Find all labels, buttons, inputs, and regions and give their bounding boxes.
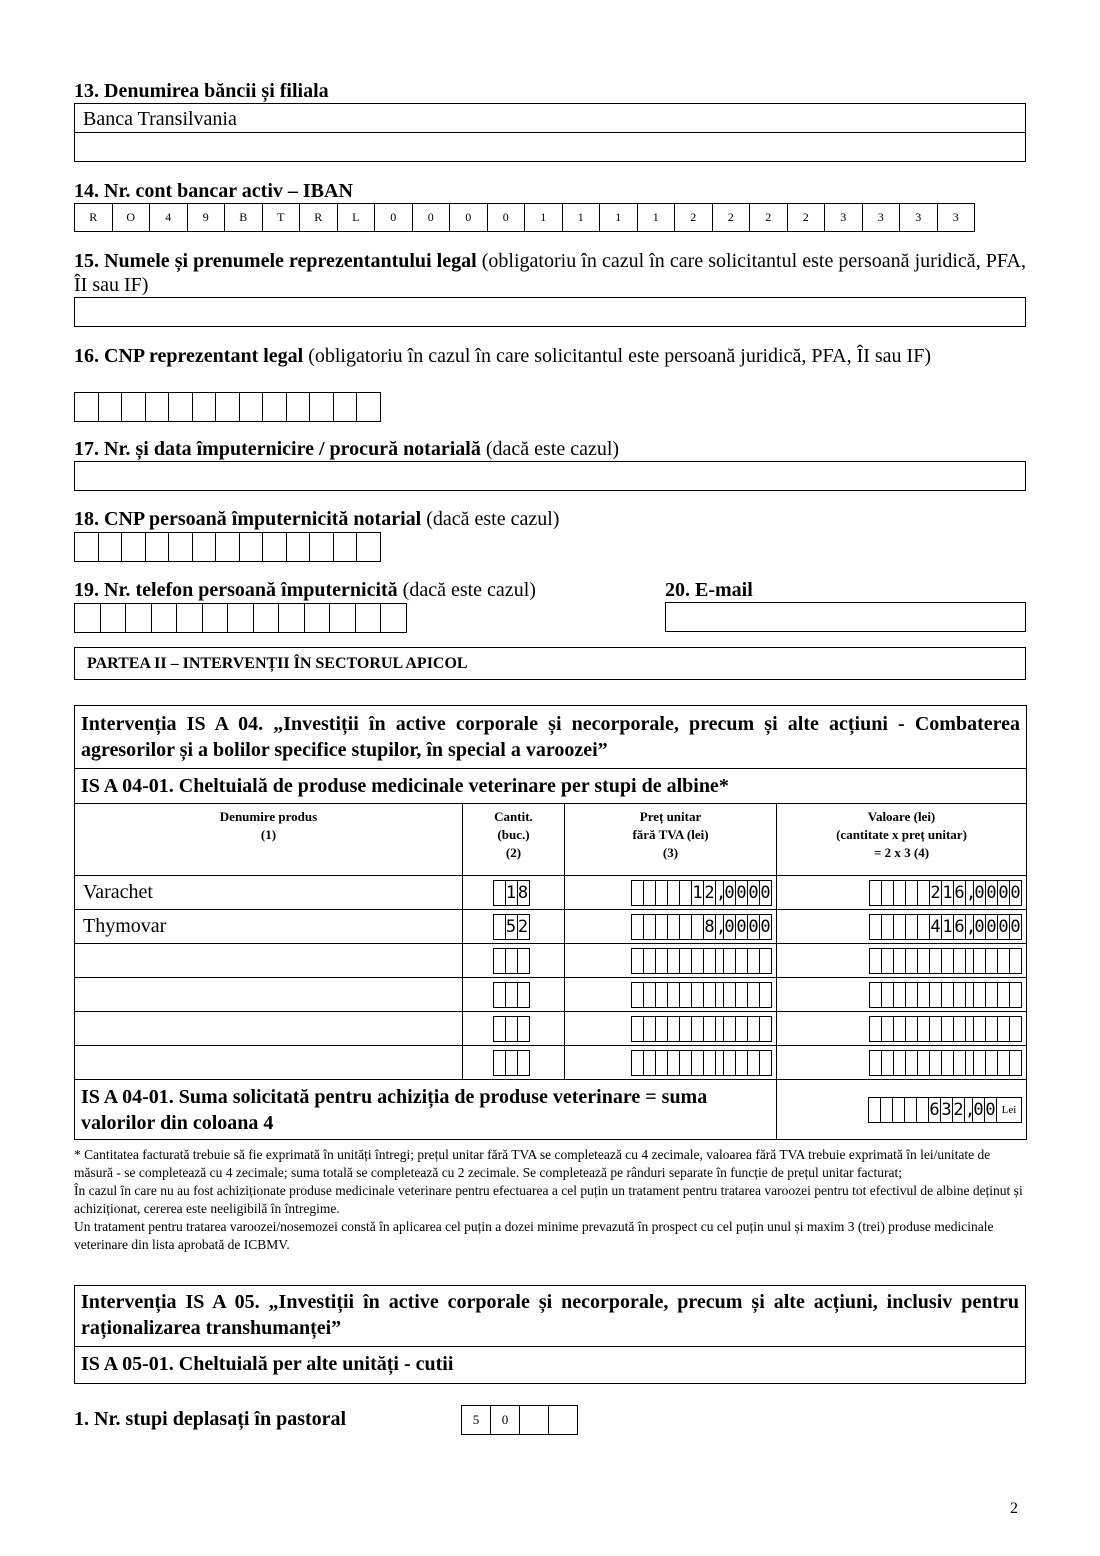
char-cell[interactable]: 2	[712, 203, 751, 232]
authorized-cnp-field[interactable]	[74, 532, 381, 562]
char-cell[interactable]: 2	[787, 203, 826, 232]
char-cell[interactable]	[333, 532, 358, 562]
qty-field[interactable]	[463, 945, 564, 977]
col-header-unit-price: Preț unitar fără TVA (lei) (3)	[565, 804, 777, 876]
char-cell[interactable]	[74, 392, 99, 422]
char-cell[interactable]	[355, 603, 382, 633]
email-field[interactable]	[665, 602, 1026, 632]
char-cell[interactable]: 1	[637, 203, 676, 232]
char-cell[interactable]	[151, 603, 178, 633]
char-cell[interactable]	[192, 392, 217, 422]
col-header-value: Valoare (lei) (cantitate x preț unitar) = 2 x 3 (4)	[777, 804, 1027, 876]
unit-price-cell	[565, 910, 777, 944]
product-name-cell[interactable]: Thymovar	[75, 910, 463, 944]
table-row	[75, 876, 1027, 910]
digit-cell[interactable]: 1	[941, 914, 954, 940]
digit-cell[interactable]	[517, 982, 530, 1008]
digit-cell[interactable]: 0	[759, 914, 772, 940]
unit-price-field[interactable]	[565, 979, 776, 1011]
table-row	[75, 910, 1027, 944]
hives-moved-field[interactable]	[461, 1405, 578, 1435]
digit-cell[interactable]	[953, 1016, 966, 1042]
isa04-subtitle: IS A 04-01. Cheltuială de produse medicinale veterinare per stupi de albine*	[75, 769, 1027, 804]
char-cell[interactable]: 0	[487, 203, 526, 232]
value-cell	[777, 876, 1027, 910]
power-of-attorney-label: 17. Nr. și data împuternicire / procură notarială (dacă este cazul)	[74, 438, 620, 460]
table-row	[75, 1012, 1027, 1046]
digit-cell[interactable]: 0	[973, 880, 986, 906]
char-cell[interactable]: 1	[599, 203, 638, 232]
hives-moved-label: 1. Nr. stupi deplasați în pastoral	[74, 1408, 347, 1430]
decimal-separator: ,	[965, 1097, 973, 1123]
isa04-title: Intervenția IS A 04. „Investiții în active corporale și necorporale, precum și alte acțiuni - Combaterea agresorilor și a bolilor specifice stupilor, în special a varoozei”	[75, 706, 1027, 769]
digit-cell[interactable]	[759, 982, 772, 1008]
char-cell[interactable]	[304, 603, 331, 633]
digit-cell[interactable]: 0	[723, 914, 736, 940]
digit-cell[interactable]	[1009, 982, 1022, 1008]
product-name-cell[interactable]	[75, 1012, 463, 1046]
decimal-separator: ,	[966, 914, 974, 940]
digit-cell[interactable]	[1009, 1050, 1022, 1076]
page-number: 2	[1010, 1500, 1018, 1517]
qty-cell	[463, 910, 565, 944]
digit-cell[interactable]	[703, 948, 716, 974]
char-cell[interactable]	[239, 392, 264, 422]
part2-title: PARTEA II – INTERVENȚII ÎN SECTORUL APICOL	[87, 655, 468, 672]
char-cell[interactable]: 5	[461, 1405, 491, 1435]
char-cell[interactable]	[74, 532, 99, 562]
value-cell	[777, 1012, 1027, 1046]
value-cell	[777, 978, 1027, 1012]
qty-cell	[463, 978, 565, 1012]
digit-cell[interactable]: 8	[703, 914, 716, 940]
digit-cell[interactable]: 6	[953, 880, 966, 906]
isa04-sum-cell	[777, 1080, 1027, 1140]
qty-field[interactable]	[463, 911, 564, 943]
qty-field[interactable]	[463, 877, 564, 909]
isa04-section	[74, 705, 1027, 1140]
char-cell[interactable]: 3	[937, 203, 976, 232]
digit-cell[interactable]: 0	[1009, 914, 1022, 940]
digit-cell[interactable]	[703, 982, 716, 1008]
digit-cell[interactable]: 0	[735, 880, 748, 906]
char-cell[interactable]: 4	[149, 203, 188, 232]
unit-price-cell	[565, 944, 777, 978]
digit-cell[interactable]: 0	[973, 914, 986, 940]
char-cell[interactable]: 0	[490, 1405, 520, 1435]
value-cell	[777, 910, 1027, 944]
digit-cell[interactable]: 4	[929, 914, 942, 940]
value-field[interactable]	[777, 1047, 1026, 1079]
qty-cell	[463, 876, 565, 910]
char-cell[interactable]	[278, 603, 305, 633]
char-cell[interactable]	[262, 392, 287, 422]
digit-cell[interactable]: 0	[747, 880, 760, 906]
product-name-cell[interactable]	[75, 944, 463, 978]
qty-field[interactable]	[463, 1047, 564, 1079]
unit-price-field[interactable]	[565, 945, 776, 977]
char-cell[interactable]	[253, 603, 280, 633]
char-cell[interactable]: T	[262, 203, 301, 232]
char-cell[interactable]: 3	[899, 203, 938, 232]
isa05-box	[74, 1285, 1026, 1384]
digit-cell[interactable]: 0	[984, 1097, 997, 1123]
iban-field[interactable]	[74, 203, 975, 232]
char-cell[interactable]: R	[299, 203, 338, 232]
email-label: 20. E-mail	[665, 579, 753, 601]
char-cell[interactable]: R	[74, 203, 113, 232]
digit-cell[interactable]	[703, 1016, 716, 1042]
char-cell[interactable]	[309, 532, 334, 562]
authorized-phone-field[interactable]	[74, 603, 407, 633]
footnote-1: * Cantitatea facturată trebuie să fie exprimată în unități întregi; prețul unitar fără TVA se completează cu 4 zecimale, valoarea fără TVA trebuie exprimată în lei/unitate de măsură - se completează cu 4 zecimale; suma totală se completează cu 2 zecimale. Se completează pe rânduri separate în funcție de prețul unitar facturat;	[74, 1147, 991, 1180]
digit-cell[interactable]	[759, 1050, 772, 1076]
digit-cell[interactable]	[517, 948, 530, 974]
unit-price-cell	[565, 978, 777, 1012]
legal-rep-name-label: 15. Numele și prenumele reprezentantului legal (obligatoriu în cazul în care solicitantul este persoană juridică, PFA, ÎI sau IF)	[74, 250, 1026, 296]
char-cell[interactable]	[309, 392, 334, 422]
digit-cell[interactable]: 0	[723, 880, 736, 906]
value-cell	[777, 944, 1027, 978]
digit-cell[interactable]: 2	[929, 880, 942, 906]
char-cell[interactable]: 3	[824, 203, 863, 232]
product-name-cell[interactable]: Varachet	[75, 876, 463, 910]
qty-cell	[463, 1012, 565, 1046]
footnote-2: În cazul în care nu au fost achiziționate produse medicinale veterinare pentru efectuarea a cel puțin un tratament pentru tratarea varoozei pentru tot efectivul de albine deținut și achiziționat, cererea este neeligibilă în întregime.	[74, 1183, 1023, 1216]
char-cell[interactable]	[168, 392, 193, 422]
char-cell[interactable]: 0	[374, 203, 413, 232]
value-field[interactable]	[777, 877, 1026, 909]
product-name-cell[interactable]	[75, 1046, 463, 1080]
digit-cell[interactable]: 1	[505, 880, 518, 906]
digit-cell[interactable]	[703, 1050, 716, 1076]
char-cell[interactable]	[286, 532, 311, 562]
decimal-separator: ,	[966, 880, 974, 906]
part2-title-box	[74, 647, 1026, 680]
char-cell[interactable]	[74, 603, 101, 633]
digit-cell[interactable]: 0	[747, 914, 760, 940]
digit-cell[interactable]: 8	[517, 880, 530, 906]
char-cell[interactable]: 0	[412, 203, 451, 232]
digit-cell[interactable]: 6	[928, 1097, 941, 1123]
legal-rep-cnp-label: 16. CNP reprezentant legal (obligatoriu în cazul în care solicitantul este persoană juridică, PFA, ÎI sau IF)	[74, 345, 931, 367]
col-header-qty: Cantit. (buc.) (2)	[463, 804, 565, 876]
char-cell[interactable]	[548, 1405, 578, 1435]
authorized-phone-label: 19. Nr. telefon persoană împuternicită (dacă este cazul)	[74, 579, 536, 601]
digit-cell[interactable]: 1	[941, 880, 954, 906]
digit-cell[interactable]	[1009, 948, 1022, 974]
decimal-separator: ,	[716, 880, 724, 906]
isa04-sum-label: IS A 04-01. Suma solicitată pentru achiziția de produse veterinare = suma valorilor din coloana 4	[75, 1080, 777, 1140]
char-cell[interactable]	[356, 532, 381, 562]
digit-cell[interactable]	[517, 1050, 530, 1076]
digit-cell[interactable]: 0	[997, 914, 1010, 940]
digit-cell[interactable]	[759, 1016, 772, 1042]
value-field[interactable]	[777, 979, 1026, 1011]
digit-cell[interactable]: 2	[517, 914, 530, 940]
legal-rep-name-field[interactable]	[74, 297, 1026, 327]
char-cell[interactable]: 3	[862, 203, 901, 232]
char-cell[interactable]	[333, 392, 358, 422]
value-field[interactable]	[777, 945, 1026, 977]
char-cell[interactable]	[202, 603, 229, 633]
isa05-title: Intervenția IS A 05. „Investiții în active corporale și necorporale, precum și alte acțiuni, inclusiv pentru raționalizarea transhumanței”	[75, 1286, 1025, 1347]
unit-price-field[interactable]	[565, 877, 776, 909]
digit-cell[interactable]: 0	[759, 880, 772, 906]
char-cell[interactable]: 1	[524, 203, 563, 232]
unit-price-field[interactable]	[565, 911, 776, 943]
char-cell[interactable]	[145, 532, 170, 562]
char-cell[interactable]	[98, 532, 123, 562]
digit-cell[interactable]	[1009, 1016, 1022, 1042]
char-cell[interactable]: 0	[449, 203, 488, 232]
char-cell[interactable]	[168, 532, 193, 562]
table-row	[75, 944, 1027, 978]
char-cell[interactable]	[121, 392, 146, 422]
product-name-cell[interactable]	[75, 978, 463, 1012]
digit-cell[interactable]: 1	[691, 880, 704, 906]
char-cell[interactable]: 2	[749, 203, 788, 232]
table-row	[75, 1046, 1027, 1080]
col-header-product: Denumire produs (1)	[75, 804, 463, 876]
char-cell[interactable]	[380, 603, 407, 633]
char-cell[interactable]	[227, 603, 254, 633]
value-field[interactable]	[777, 1013, 1026, 1045]
char-cell[interactable]	[125, 603, 152, 633]
bank-name-value: Banca Transilvania	[83, 108, 237, 130]
bank-name-field[interactable]	[74, 103, 1026, 133]
char-cell[interactable]: 2	[674, 203, 713, 232]
digit-cell[interactable]: 0	[1009, 880, 1022, 906]
char-cell[interactable]	[286, 392, 311, 422]
footnote-3: Un tratament pentru tratarea varoozei/nosemozei constă în aplicarea cel puțin a dozei minime prevazută în prospect cu cel puțin unul și maxim 3 (trei) produse medicinale veterinare din lista aprobată de ICBMV.	[74, 1219, 994, 1252]
digit-cell[interactable]: 0	[972, 1097, 985, 1123]
unit-price-cell	[565, 1012, 777, 1046]
digit-cell[interactable]: 2	[703, 880, 716, 906]
digit-cell[interactable]: 2	[952, 1097, 965, 1123]
char-cell[interactable]	[262, 532, 287, 562]
char-cell[interactable]: L	[337, 203, 376, 232]
legal-rep-cnp-field[interactable]	[74, 392, 381, 422]
digit-cell[interactable]: 0	[735, 914, 748, 940]
char-cell[interactable]	[239, 532, 264, 562]
char-cell[interactable]	[215, 392, 240, 422]
value-cell	[777, 1046, 1027, 1080]
digit-cell[interactable]: 0	[985, 914, 998, 940]
isa05-subtitle: IS A 05-01. Cheltuială per alte unități - cutii	[81, 1353, 454, 1375]
digit-cell[interactable]	[953, 982, 966, 1008]
char-cell[interactable]	[121, 532, 146, 562]
isa04-table	[74, 705, 1027, 1140]
qty-field[interactable]	[463, 979, 564, 1011]
unit-label: Lei	[996, 1097, 1022, 1123]
char-cell[interactable]: 1	[562, 203, 601, 232]
char-cell[interactable]	[215, 532, 240, 562]
digit-cell[interactable]: 5	[505, 914, 518, 940]
char-cell[interactable]	[519, 1405, 549, 1435]
unit-price-field[interactable]	[565, 1047, 776, 1079]
char-cell[interactable]	[329, 603, 356, 633]
char-cell[interactable]	[356, 392, 381, 422]
char-cell[interactable]	[100, 603, 127, 633]
qty-cell	[463, 944, 565, 978]
bank-branch-field[interactable]	[74, 132, 1026, 162]
footnotes	[74, 1146, 1026, 1254]
char-cell[interactable]	[192, 532, 217, 562]
power-of-attorney-field[interactable]	[74, 461, 1026, 491]
digit-cell[interactable]	[953, 948, 966, 974]
unit-price-cell	[565, 876, 777, 910]
unit-price-field[interactable]	[565, 1013, 776, 1045]
char-cell[interactable]: B	[224, 203, 263, 232]
qty-field[interactable]	[463, 1013, 564, 1045]
digit-cell[interactable]	[517, 1016, 530, 1042]
digit-cell[interactable]: 3	[940, 1097, 953, 1123]
char-cell[interactable]	[145, 392, 170, 422]
table-row	[75, 978, 1027, 1012]
digit-cell[interactable]: 6	[953, 914, 966, 940]
char-cell[interactable]: O	[112, 203, 151, 232]
unit-price-cell	[565, 1046, 777, 1080]
qty-cell	[463, 1046, 565, 1080]
decimal-separator: ,	[716, 914, 724, 940]
authorized-cnp-label: 18. CNP persoană împuternicită notarial (dacă este cazul)	[74, 508, 560, 530]
digit-cell[interactable]: 0	[997, 880, 1010, 906]
char-cell[interactable]	[98, 392, 123, 422]
bank-name-label: 13. Denumirea băncii și filiala	[74, 80, 329, 102]
digit-cell[interactable]: 0	[985, 880, 998, 906]
digit-cell[interactable]	[953, 1050, 966, 1076]
value-field[interactable]	[777, 911, 1026, 943]
char-cell[interactable]	[176, 603, 203, 633]
char-cell[interactable]: 9	[187, 203, 226, 232]
digit-cell[interactable]	[759, 948, 772, 974]
isa04-sum-field[interactable]	[777, 1094, 1026, 1126]
iban-label: 14. Nr. cont bancar activ – IBAN	[74, 180, 353, 202]
